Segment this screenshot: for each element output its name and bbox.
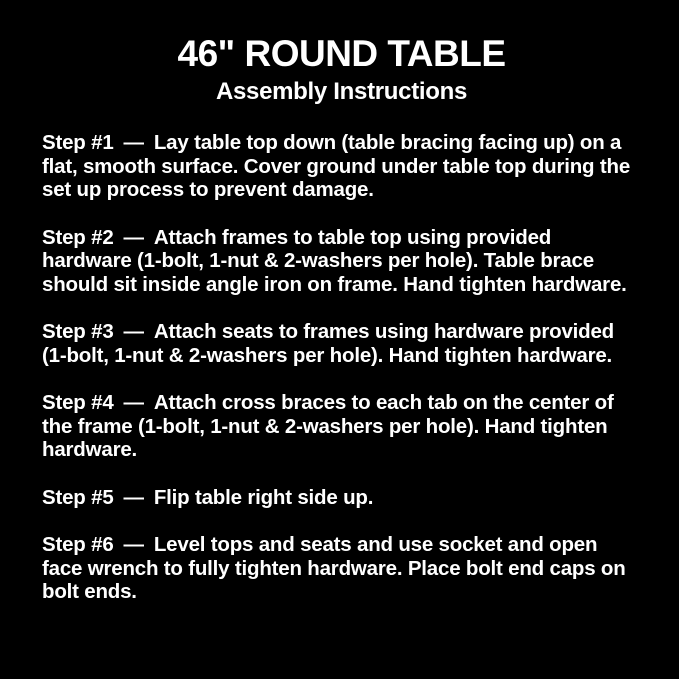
step-label: Step #6 <box>42 533 114 557</box>
header <box>42 34 641 105</box>
step-label: Step #3 <box>42 320 114 344</box>
em-dash: — <box>123 485 144 509</box>
step-item-1 <box>42 131 641 202</box>
step-item-2 <box>42 226 641 297</box>
em-dash: — <box>123 533 144 557</box>
em-dash: — <box>123 391 144 415</box>
page-title: 46" ROUND TABLE <box>177 33 506 74</box>
step-body: Lay table top down (table bracing facing up) on a flat, smooth surface. Cover ground under table top during the set up process to prevent damage. <box>42 131 631 202</box>
step-label: Step #4 <box>42 391 114 415</box>
page-subtitle: Assembly Instructions <box>215 77 468 105</box>
step-item-6 <box>42 533 641 604</box>
step-body: Attach seats to frames using hardware provided (1-bolt, 1-nut & 2-washers per hole). Hand tighten hardware. <box>42 320 614 367</box>
step-body: Level tops and seats and use socket and open face wrench to fully tighten hardware. Place bolt end caps on bolt ends. <box>42 533 626 604</box>
step-label: Step #5 <box>42 485 114 509</box>
step-item-4 <box>42 391 641 462</box>
steps-list <box>42 131 641 604</box>
step-label: Step #1 <box>42 131 114 155</box>
step-item-3 <box>42 320 641 367</box>
em-dash: — <box>123 320 144 344</box>
step-body: Attach cross braces to each tab on the center of the frame (1-bolt, 1-nut & 2-washers per hole). Hand tighten hardware. <box>42 391 614 462</box>
em-dash: — <box>123 225 144 249</box>
step-item-5 <box>42 486 641 510</box>
step-body: Flip table right side up. <box>153 485 374 509</box>
step-label: Step #2 <box>42 225 114 249</box>
em-dash: — <box>123 131 144 155</box>
step-body: Attach frames to table top using provided hardware (1-bolt, 1-nut & 2-washers per hole). Table brace should sit inside angle iron on frame. Hand tighten hardware. <box>42 225 627 296</box>
